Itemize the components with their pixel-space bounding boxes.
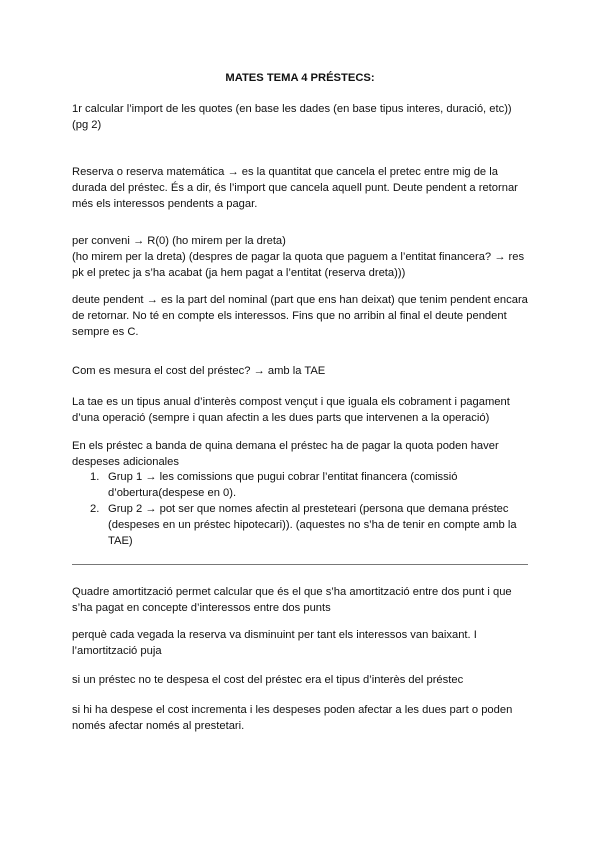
text-line: Grup 2 → pot ser que nomes afectin al presteteari (persona que demana préstec — [108, 503, 509, 515]
text-line: La tae es un tipus anual d’interès compost vençut i que iguala els cobrament i pagament — [72, 396, 510, 408]
text-line: de retornar. No té en compte els interessos. Fins que no arribin al final el deute pendent — [72, 310, 507, 322]
text-line: (pg 2) — [72, 119, 102, 131]
text-line: s’ha pagat en concepte d’interessos entre dos punts — [72, 602, 331, 614]
tae-paragraph — [72, 394, 528, 426]
perque-paragraph — [72, 627, 528, 659]
text-line: per conveni → R(0) (ho mirem per la dreta) — [72, 235, 286, 247]
text-line: deute pendent → es la part del nominal (part que ens han deixat) que tenim pendent encara — [72, 294, 528, 306]
horizontal-divider — [72, 564, 528, 565]
text-line: perquè cada vegada la reserva va disminuint per tant els interessos van baixant. I — [72, 629, 477, 641]
text-line: despeses adicionales — [72, 456, 179, 468]
text-line: Grup 1 → les comissions que pugui cobrar l’entitat financera (comissió — [108, 471, 458, 483]
text-line: (ho mirem per la dreta) (despres de pagar la quota que paguem a l’entitat financera? → res — [72, 251, 525, 263]
text-line: d’una operació (sempre i quan afectin a les dues parts que intervenen a la operació) — [72, 412, 490, 424]
text-line: l’amortització puja — [72, 645, 162, 657]
text-line: En els préstec a banda de quina demana el préstec ha de pagar la quota poden haver — [72, 440, 499, 452]
text-line: durada del préstec. És a dir, és l’import que cancela aquell punt. Deute pendent a retornar — [72, 182, 518, 194]
text-line: pk el pretec ja s’ha acabat (ja hem pagat a l’entitat (reserva dreta))) — [72, 267, 406, 279]
cost-question: Com es mesura el cost del préstec? → amb la TAE — [72, 365, 326, 377]
despeses-paragraph — [72, 438, 528, 470]
text-line: d’obertura(despese en 0). — [108, 487, 237, 499]
deute-paragraph — [72, 292, 528, 340]
list-number: 2. — [90, 503, 100, 515]
text-line: més els interessos pendents a pagar. — [72, 198, 258, 210]
text-line: Reserva o reserva matemática → es la quantitat que cancela el pretec entre mig de la — [72, 166, 498, 178]
text-line: TAE) — [108, 535, 133, 547]
page-title: MATES TEMA 4 PRÉSTECS: — [225, 72, 375, 84]
reserva-paragraph — [72, 164, 528, 212]
intro-paragraph — [72, 101, 528, 133]
conveni-paragraph — [72, 233, 528, 281]
si-no-paragraph: si un préstec no te despesa el cost del préstec era el tipus d’interès del préstec — [72, 674, 464, 686]
si-hi-paragraph — [72, 702, 528, 734]
text-line: sempre es C. — [72, 326, 139, 338]
text-line: (despeses en un préstec hipotecari)). (aquestes no s’ha de tenir en compte amb la — [108, 519, 517, 531]
list-item — [72, 469, 528, 501]
text-line: Quadre amortització permet calcular que és el que s’ha amortització entre dos punt i que — [72, 586, 512, 598]
list-number: 1. — [90, 471, 100, 483]
text-line: si hi ha despese el cost incrementa i les despeses poden afectar a les dues part o poden — [72, 704, 513, 716]
list-item — [72, 501, 528, 549]
despeses-list — [72, 469, 528, 549]
text-line: només afectar només al prestetari. — [72, 720, 245, 732]
quadre-paragraph — [72, 584, 528, 616]
text-line: 1r calcular l’import de les quotes (en base les dades (en base tipus interes, duració, etc)) — [72, 103, 512, 115]
